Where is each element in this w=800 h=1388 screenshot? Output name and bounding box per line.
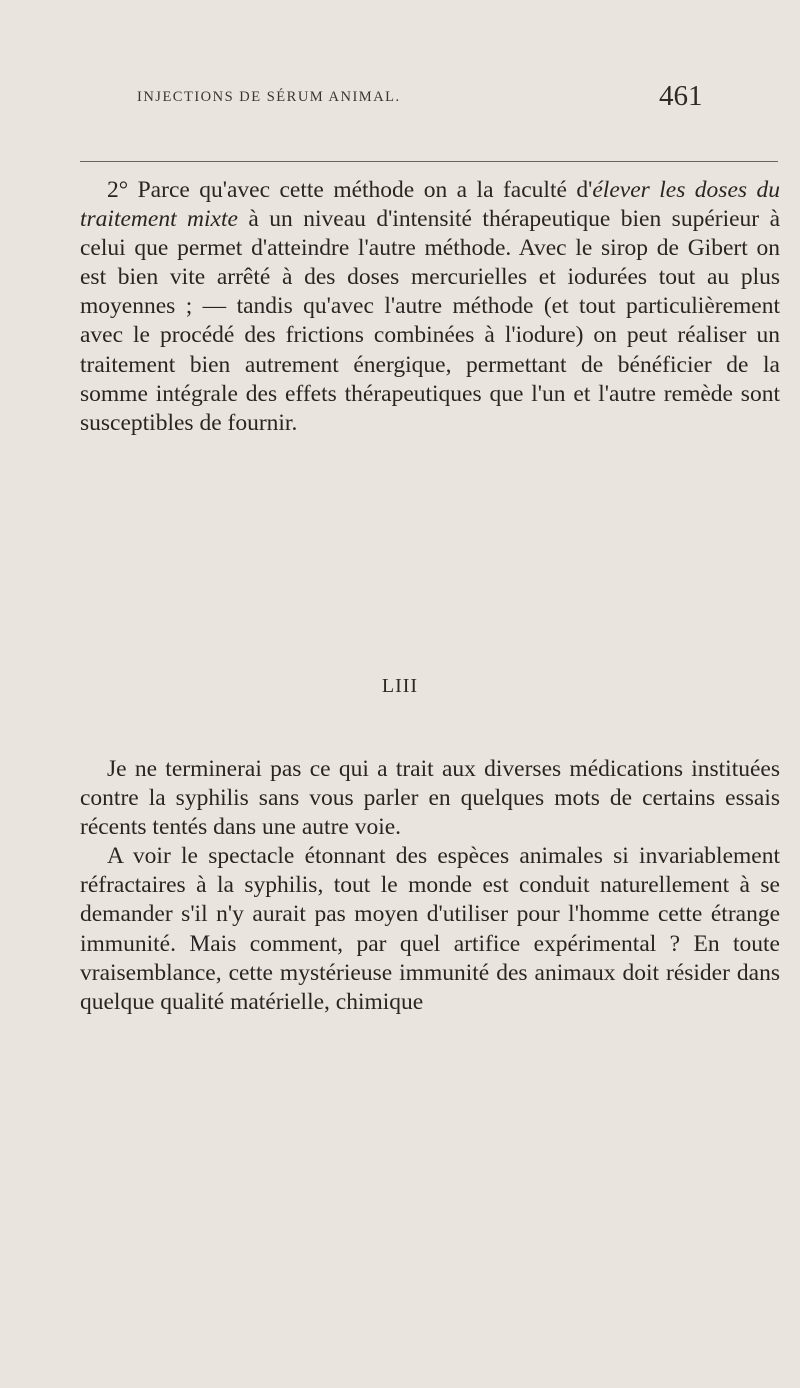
section-2-text bbox=[80, 755, 780, 1017]
paragraph-medications: Je ne terminerai pas ce qui a trait aux diverses médications instituées contre la syphilis sans vous parler en quelques mots de certains essais récents tentés dans une autre voie. bbox=[80, 756, 780, 841]
paragraph-rest: à un niveau d'intensité thérapeutique bien supérieur à celui que permet d'atteindre l'autre méthode. Avec le sirop de Gibert on est bien vite arrêté à des doses mercurielles et iodurées tout au plus moyennes ; — tandis qu'avec l'autre méthode (et tout particulièrement avec le procédé des frictions combinées à l'iodure) on peut réaliser un traitement bien autrement énergique, permettant de bénéficier de la somme intégrale des effets thérapeutiques que l'un et l'autre remède sont susceptibles de fournir. bbox=[80, 206, 781, 436]
header-rule bbox=[80, 161, 778, 162]
paragraph-immunite: A voir le spectacle étonnant des espèces animales si invariablement réfractaires à la syphilis, tout le monde est conduit naturellement à se demander s'il n'y aurait pas moyen d'utiliser pour l'homme cette étrange immunité. Mais comment, par quel artifice expérimental ? En toute vraisemblance, cette mystérieuse immunité des animaux doit résider dans quelque qualité matérielle, chimique bbox=[80, 843, 780, 1015]
paragraph-methode bbox=[80, 176, 780, 438]
page-number: 461 bbox=[659, 80, 703, 112]
running-title: INJECTIONS DE SÉRUM ANIMAL. bbox=[137, 89, 401, 105]
paragraph-italic-phrase: élever les doses du traitement mixte bbox=[80, 177, 780, 233]
running-head bbox=[80, 78, 780, 128]
section-1-text bbox=[80, 176, 780, 438]
paragraph-lead: 2° Parce qu'avec cette méthode on a la faculté d' bbox=[107, 177, 593, 203]
section-heading: LIII bbox=[381, 675, 419, 697]
